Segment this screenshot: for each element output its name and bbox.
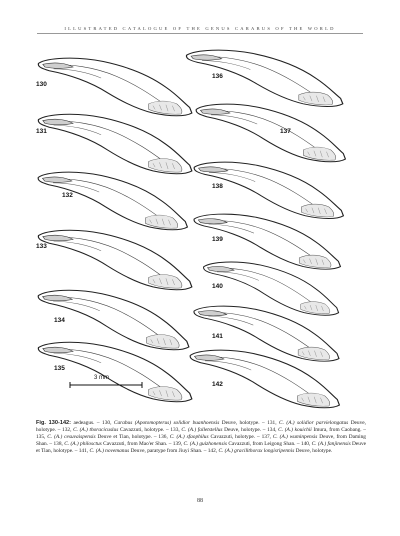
caption-taxon-name: C. (A.) philosctus [64, 440, 102, 447]
figure-label-141: 141 [212, 333, 223, 340]
scale-bar-label: 3 mm [94, 375, 109, 381]
caption-text: Deuve et Tian, holotype. – 141, [36, 440, 366, 454]
caption-taxon-name: C. (A.) falletstellus [181, 426, 223, 433]
caption-text: Cavazzuti, from Leigong Shan. – 140, [226, 440, 312, 447]
figure-label-133: 133 [36, 243, 47, 250]
figure-label-137: 137 [280, 128, 291, 135]
figure-label-135: 135 [54, 365, 65, 372]
figure-label-132: 132 [62, 192, 73, 199]
caption-taxon-name: C. (A.) wuminpensis [272, 433, 318, 440]
caption-taxon-name: C. (A.) fanjinensis [311, 440, 351, 447]
aedeagus-drawing-132 [38, 172, 187, 230]
figure-label-139: 139 [212, 236, 223, 243]
figure-caption [36, 420, 366, 455]
figure-label-130: 130 [36, 81, 47, 88]
caption-taxon-name: C. (A.) kouichii [278, 426, 312, 433]
aedeagus-drawings [30, 40, 370, 412]
caption-text: Deuve, paratype from Jiuyi Shan. – 142, [129, 447, 219, 454]
caption-taxon-name: Carabus (Apotomopterus) solidior buanhoensis [113, 420, 220, 426]
caption-text: Deuve, holotype. – 131, [219, 420, 280, 426]
figure-label-134: 134 [54, 317, 65, 324]
aedeagus-drawing-136 [186, 50, 342, 106]
figure-plate [30, 40, 370, 412]
figure-label-138: 138 [212, 183, 223, 190]
caption-text: Cavazzuti, from Mao'er Shan. – 139, [101, 440, 184, 447]
aedeagus-drawing-137 [196, 104, 345, 162]
caption-text: Deuve, from Daming Shan. – 138, [36, 433, 366, 447]
aedeagus-drawing-130 [38, 58, 191, 116]
aedeagus-drawing-135 [38, 342, 191, 401]
caption-taxon-name: C. (A.) solidior parvielongatus [279, 420, 349, 426]
caption-text: aedeagus. – 130, [71, 420, 114, 426]
figure-label-131: 131 [36, 128, 47, 135]
caption-text: Cavazzuti, holotype. – 133, [118, 426, 182, 433]
figure-label-142: 142 [212, 381, 223, 388]
caption-taxon-name: C. (A.) guizhonensis [183, 440, 227, 447]
caption-text: Deuve, holotype. – 132, [36, 420, 366, 433]
caption-taxon-name: C. (A.) novemanus [89, 447, 130, 454]
caption-text: Deuve, holotype. [294, 447, 333, 454]
caption-figure-id: Fig. 130-142: [36, 420, 72, 426]
aedeagus-drawing-138 [194, 162, 343, 218]
caption-body [36, 420, 366, 454]
caption-text: Deuve, holotype. – 134, [222, 426, 279, 433]
caption-taxon-name: C. (A.) sfaophilus [169, 433, 209, 440]
aedeagus-drawing-131 [38, 114, 191, 173]
figure-label-136: 136 [212, 73, 223, 80]
page-number: 88 [197, 498, 203, 504]
header-rule [37, 33, 363, 34]
caption-taxon-name: C. (A.) cesuvaispensis [47, 433, 96, 440]
caption-taxon-name: C. (A.) thoracicuslus [73, 426, 119, 433]
running-head: ILLUSTRATED CATALOGUE OF THE GENUS CARABUS OF THE WORLD [64, 26, 336, 31]
caption-text: Cavazzuti, holotype. – 137, [208, 433, 273, 440]
figure-label-140: 140 [212, 283, 223, 290]
aedeagus-drawing-133 [38, 230, 191, 289]
caption-text: Deuve et Tian, holotype. – 136, [95, 433, 170, 440]
caption-taxon-name: C. (A.) gracilithorax longisripennis [218, 447, 295, 454]
caption-text: Imura, from Caobang. – 135, [36, 426, 366, 440]
